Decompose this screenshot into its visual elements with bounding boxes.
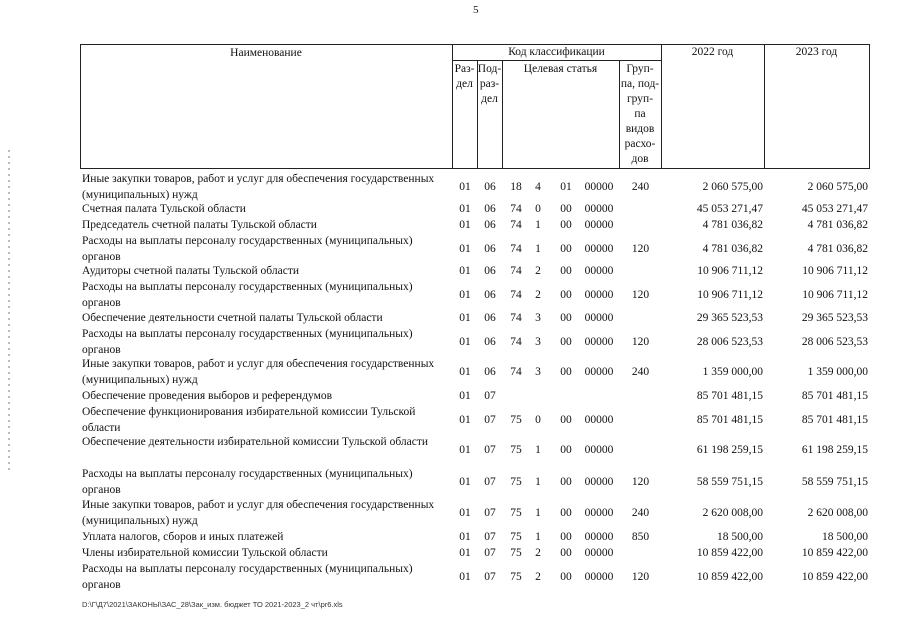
row-value-2023: 4 781 036,82 [807, 219, 868, 231]
row-value-2023: 58 559 751,15 [801, 476, 868, 488]
row-code-r: 01 [459, 476, 471, 488]
header-code: Код классификации [508, 46, 605, 58]
col-divider-2022 [764, 44, 765, 169]
row-code-t1: 75 [510, 476, 522, 488]
row-code-r: 01 [459, 219, 471, 231]
header-group-line: па, под- [620, 78, 660, 90]
row-code-t2: 2 [535, 265, 541, 277]
row-code-g: 120 [631, 289, 650, 301]
row-code-t4: 00000 [584, 181, 614, 193]
row-value-2022: 29 365 523,53 [696, 312, 763, 324]
row-value-2023: 18 500,00 [822, 531, 868, 543]
row-code-t2: 0 [535, 203, 541, 215]
row-value-2023: 10 859 422,00 [801, 571, 868, 583]
row-code-p: 07 [484, 476, 496, 488]
code-header-underline [452, 60, 661, 61]
row-code-r: 01 [459, 444, 471, 456]
row-code-t3: 00 [560, 444, 572, 456]
row-code-r: 01 [459, 547, 471, 559]
row-code-t4: 00000 [584, 507, 614, 519]
row-value-2022: 45 053 271,47 [696, 203, 763, 215]
row-value-2022: 85 701 481,15 [696, 390, 763, 402]
row-value-2022: 1 359 000,00 [702, 366, 763, 378]
row-code-t2: 2 [535, 289, 541, 301]
header-bottom-border [80, 168, 870, 169]
row-value-2023: 28 006 523,53 [801, 336, 868, 348]
row-code-t1: 74 [510, 289, 522, 301]
row-code-p: 06 [484, 336, 496, 348]
row-code-t2: 1 [535, 219, 541, 231]
row-code-t3: 00 [560, 289, 572, 301]
row-code-t2: 1 [535, 476, 541, 488]
row-code-t4: 00000 [584, 219, 614, 231]
row-code-g: 120 [631, 476, 650, 488]
row-code-t2: 3 [535, 312, 541, 324]
row-value-2023: 2 060 575,00 [807, 181, 868, 193]
row-code-r: 01 [459, 289, 471, 301]
row-code-p: 07 [484, 390, 496, 402]
row-name: Иные закупки товаров, работ и услуг для обеспечения государственных (муниципальных) нужд [82, 173, 435, 201]
row-code-p: 06 [484, 203, 496, 215]
page-number: 5 [473, 4, 479, 16]
header-razdel-line1: Раз- [454, 63, 475, 75]
row-value-2022: 2 060 575,00 [702, 181, 763, 193]
header-2022: 2022 год [691, 46, 734, 58]
row-code-t1: 75 [510, 507, 522, 519]
row-code-g: 850 [631, 531, 650, 543]
row-code-t2: 1 [535, 507, 541, 519]
row-value-2023: 1 359 000,00 [807, 366, 868, 378]
row-value-2023: 61 198 259,15 [801, 444, 868, 456]
row-name: Председатель счетной палаты Тульской области [82, 219, 317, 231]
row-name: Обеспечение деятельности счетной палаты Тульской области [82, 312, 383, 324]
row-name: Счетная палата Тульской области [82, 203, 246, 215]
footer-file-path: D:\Г\Д7\2021\ЗАКОНЫ\ЗАС_28\Зак_изм. бюджет ТО 2021-2023_2 чт\pr6.xls [82, 600, 343, 609]
row-code-r: 01 [459, 531, 471, 543]
row-value-2023: 85 701 481,15 [801, 390, 868, 402]
row-code-t2: 2 [535, 547, 541, 559]
row-code-t3: 00 [560, 312, 572, 324]
row-code-r: 01 [459, 265, 471, 277]
row-code-t4: 00000 [584, 203, 614, 215]
row-name: Члены избирательной комиссии Тульской области [82, 547, 328, 559]
row-code-t4: 00000 [584, 476, 614, 488]
row-name: Иные закупки товаров, работ и услуг для обеспечения государственных (муниципальных) нужд [82, 358, 435, 386]
row-value-2023: 45 053 271,47 [801, 203, 868, 215]
row-value-2022: 10 859 422,00 [696, 571, 763, 583]
row-code-t2: 1 [535, 444, 541, 456]
row-code-t1: 74 [510, 265, 522, 277]
row-name: Расходы на выплаты персоналу государственных (муниципальных) органов [82, 281, 413, 309]
row-name: Расходы на выплаты персоналу государственных (муниципальных) органов [82, 235, 413, 263]
row-code-t2: 1 [535, 531, 541, 543]
row-code-t2: 3 [535, 366, 541, 378]
header-podrazdel-line2: раз- [479, 78, 500, 90]
row-code-t4: 00000 [584, 366, 614, 378]
row-code-t3: 00 [560, 265, 572, 277]
row-code-t4: 00000 [584, 312, 614, 324]
row-code-t3: 00 [560, 203, 572, 215]
row-value-2022: 28 006 523,53 [696, 336, 763, 348]
row-name: Обеспечение проведения выборов и референдумов [82, 390, 333, 402]
row-name: Обеспечение деятельности избирательной комиссии Тульской области [82, 436, 429, 448]
row-code-r: 01 [459, 366, 471, 378]
row-code-g: 240 [631, 181, 650, 193]
row-code-t4: 00000 [584, 336, 614, 348]
row-code-t3: 00 [560, 414, 572, 426]
row-code-p: 06 [484, 219, 496, 231]
row-name: Уплата налогов, сборов и иных платежей [82, 531, 284, 543]
row-code-p: 07 [484, 547, 496, 559]
row-code-t3: 00 [560, 243, 572, 255]
row-value-2022: 10 906 711,12 [697, 265, 763, 277]
header-group-line: груп- [626, 93, 654, 105]
row-code-g: 120 [631, 336, 650, 348]
row-code-t2: 2 [535, 571, 541, 583]
row-value-2023: 29 365 523,53 [801, 312, 868, 324]
row-code-g: 240 [631, 366, 650, 378]
row-code-p: 07 [484, 571, 496, 583]
row-code-t3: 00 [560, 547, 572, 559]
scan-margin-mark [8, 150, 10, 470]
row-value-2022: 10 859 422,00 [696, 547, 763, 559]
row-code-g: 240 [631, 507, 650, 519]
header-group-line: видов [625, 123, 655, 135]
table-right-border [869, 44, 870, 169]
row-value-2022: 85 701 481,15 [696, 414, 763, 426]
row-code-p: 06 [484, 265, 496, 277]
row-code-t3: 00 [560, 219, 572, 231]
row-code-t1: 75 [510, 414, 522, 426]
row-code-t4: 00000 [584, 571, 614, 583]
row-value-2023: 85 701 481,15 [801, 414, 868, 426]
row-value-2022: 10 906 711,12 [697, 289, 763, 301]
header-group [619, 62, 661, 167]
row-value-2023: 10 859 422,00 [801, 547, 868, 559]
row-code-t4: 00000 [584, 243, 614, 255]
row-name: Иные закупки товаров, работ и услуг для обеспечения государственных (муниципальных) нужд [82, 499, 435, 527]
row-value-2023: 10 906 711,12 [802, 265, 868, 277]
header-podrazdel [477, 62, 502, 107]
row-code-t4: 00000 [584, 547, 614, 559]
row-value-2022: 4 781 036,82 [702, 219, 763, 231]
table-left-border [80, 44, 81, 169]
col-divider-group [661, 44, 662, 169]
row-code-t2: 4 [535, 181, 541, 193]
row-value-2023: 4 781 036,82 [807, 243, 868, 255]
row-code-p: 07 [484, 414, 496, 426]
row-code-t1: 74 [510, 219, 522, 231]
row-code-t2: 0 [535, 414, 541, 426]
row-code-p: 07 [484, 507, 496, 519]
row-code-p: 06 [484, 366, 496, 378]
row-code-t3: 00 [560, 366, 572, 378]
row-code-p: 06 [484, 243, 496, 255]
row-code-t1: 74 [510, 203, 522, 215]
row-code-r: 01 [459, 243, 471, 255]
row-value-2022: 2 620 008,00 [702, 507, 763, 519]
row-code-t3: 00 [560, 531, 572, 543]
header-target: Целевая статья [523, 63, 598, 75]
row-value-2023: 2 620 008,00 [807, 507, 868, 519]
row-code-r: 01 [459, 571, 471, 583]
header-podrazdel-line3: дел [481, 93, 498, 105]
row-code-p: 06 [484, 289, 496, 301]
header-razdel-line2: дел [456, 78, 473, 90]
row-code-t3: 00 [560, 336, 572, 348]
row-code-t3: 00 [560, 507, 572, 519]
row-value-2022: 4 781 036,82 [702, 243, 763, 255]
row-code-r: 01 [459, 181, 471, 193]
header-group-line: расхо- [624, 138, 656, 150]
row-code-t4: 00000 [584, 289, 614, 301]
row-code-t1: 75 [510, 531, 522, 543]
row-code-p: 07 [484, 531, 496, 543]
row-code-t1: 74 [510, 312, 522, 324]
row-code-p: 06 [484, 181, 496, 193]
row-code-t1: 74 [510, 366, 522, 378]
row-code-g: 120 [631, 243, 650, 255]
row-name: Расходы на выплаты персоналу государственных (муниципальных) органов [82, 328, 413, 356]
row-name: Расходы на выплаты персоналу государственных (муниципальных) органов [82, 468, 413, 496]
header-group-line: Груп- [626, 63, 654, 75]
row-code-r: 01 [459, 336, 471, 348]
row-value-2023: 10 906 711,12 [802, 289, 868, 301]
row-code-t1: 75 [510, 444, 522, 456]
row-code-r: 01 [459, 414, 471, 426]
row-code-t4: 00000 [584, 531, 614, 543]
row-code-t4: 00000 [584, 414, 614, 426]
row-code-t3: 01 [560, 181, 572, 193]
row-code-t3: 00 [560, 476, 572, 488]
row-code-r: 01 [459, 390, 471, 402]
row-code-r: 01 [459, 312, 471, 324]
header-2023: 2023 год [795, 46, 838, 58]
row-code-r: 01 [459, 203, 471, 215]
header-podrazdel-line1: Под- [477, 63, 502, 75]
row-code-t3: 00 [560, 571, 572, 583]
header-razdel [452, 62, 477, 92]
row-value-2022: 18 500,00 [717, 531, 763, 543]
row-code-t1: 74 [510, 243, 522, 255]
row-code-r: 01 [459, 507, 471, 519]
row-code-t1: 74 [510, 336, 522, 348]
row-code-p: 07 [484, 444, 496, 456]
row-code-t4: 00000 [584, 265, 614, 277]
row-value-2022: 58 559 751,15 [696, 476, 763, 488]
header-group-line: дов [631, 153, 649, 165]
row-code-t1: 75 [510, 571, 522, 583]
row-value-2022: 61 198 259,15 [696, 444, 763, 456]
row-code-t1: 18 [510, 181, 522, 193]
header-name: Наименование [230, 47, 302, 59]
row-code-g: 120 [631, 571, 650, 583]
row-name: Обеспечение функционирования избирательной комиссии Тульской области [82, 406, 416, 434]
header-group-line: па [634, 108, 646, 120]
row-code-t1: 75 [510, 547, 522, 559]
row-name: Расходы на выплаты персоналу государственных (муниципальных) органов [82, 563, 413, 591]
row-name: Аудиторы счетной палаты Тульской области [82, 265, 300, 277]
row-code-t2: 3 [535, 336, 541, 348]
row-code-t4: 00000 [584, 444, 614, 456]
row-code-t2: 1 [535, 243, 541, 255]
row-code-p: 06 [484, 312, 496, 324]
